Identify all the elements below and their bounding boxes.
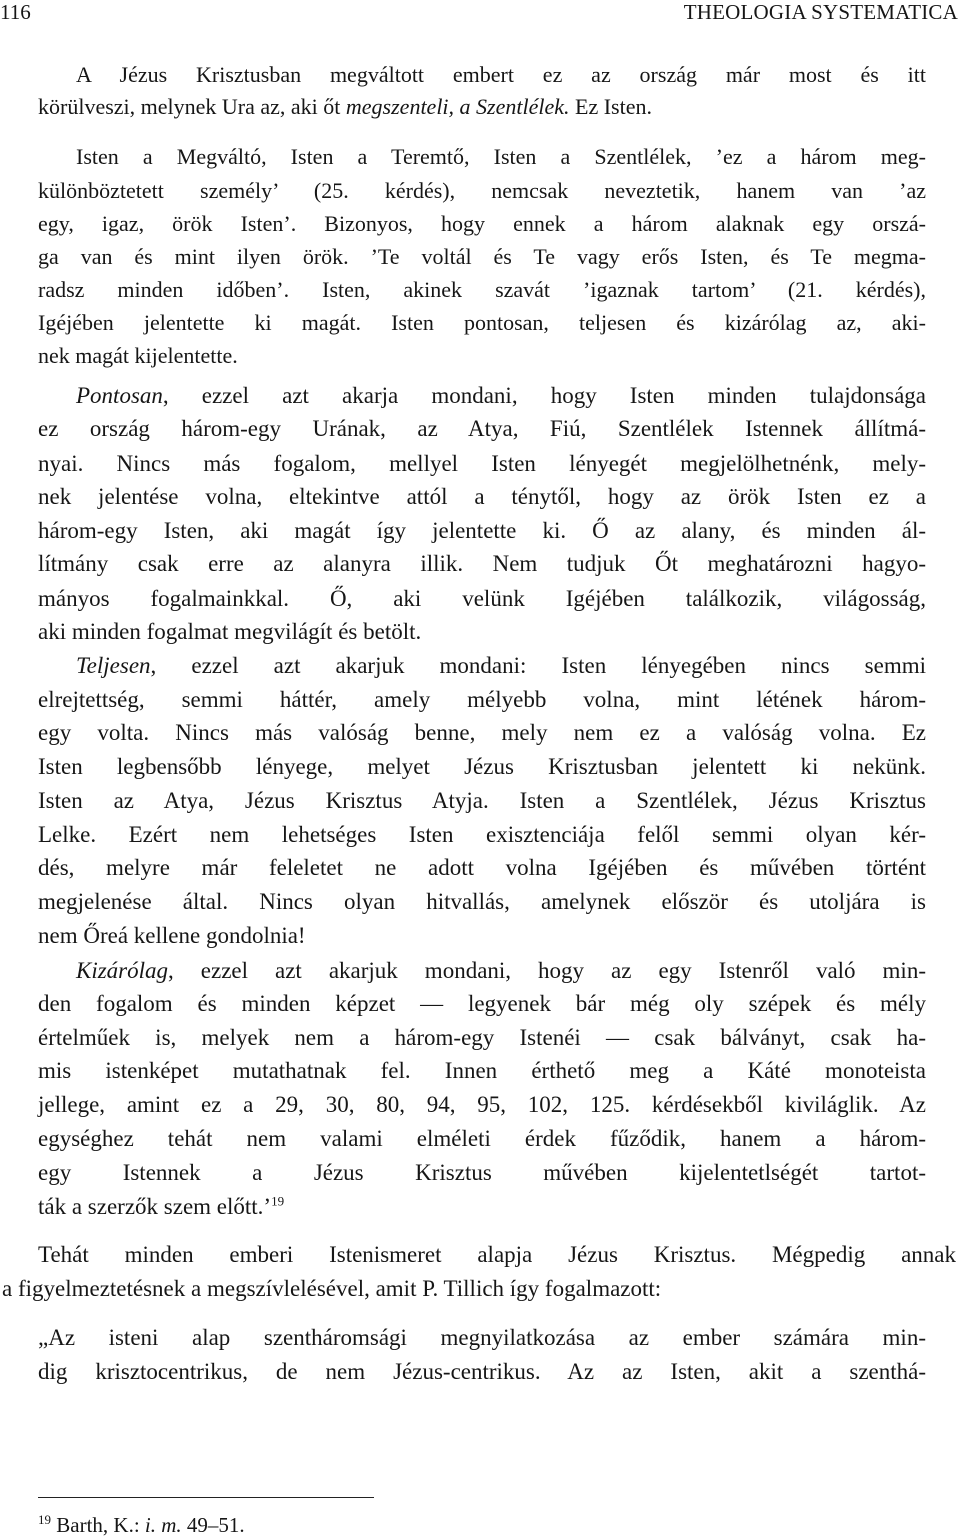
text-line: dés, melyre már feleletet ne adott volna Igéjében és művében történt xyxy=(38,855,926,880)
footnote-divider xyxy=(38,1497,374,1498)
emphasis: Kizárólag xyxy=(76,958,169,983)
text-line: mis istenképet mutathatnak fel. Innen érthető meg a Káté monoteista xyxy=(38,1058,926,1083)
text-line: ez ország három-egy Urának, az Atya, Fiú, Szentlélek Istennek állítmá- xyxy=(38,416,926,441)
text-line: nek magát kijelentette. xyxy=(38,343,238,368)
text-line: Kizárólag, ezzel azt akarjuk mondani, hogy az egy Istenről való min- xyxy=(76,958,926,983)
text-line: mányos fogalmainkkal. Ő, aki velünk Igéjében találkozik, világosság, xyxy=(38,586,926,611)
text-line: Isten legbensőbb lényege, melyet Jézus Krisztusban jelentett ki nekünk. xyxy=(38,754,926,779)
text-line: Teljesen, ezzel azt akarjuk mondani: Isten lényegében nincs semmi xyxy=(76,653,926,678)
quote-text-line: „Az isteni alap szentháromsági megnyilatkozása az ember számára min- xyxy=(38,1325,926,1350)
running-title: THEOLOGIA SYSTEMATICA xyxy=(683,0,958,24)
emphasis: megszenteli, a Szentlélek. xyxy=(345,94,570,119)
text-line: radsz minden időben’. Isten, akinek szavát ’igaznak tartom’ (21. kérdés), xyxy=(38,277,926,302)
text-line: elrejtettség, semmi háttér, amely mélyebb volna, mint létének három- xyxy=(38,687,926,712)
running-header xyxy=(0,0,960,28)
text-line: nem Őreá kellene gondolnia! xyxy=(38,923,306,948)
text-line: Isten az Atya, Jézus Krisztus Atyja. Isten a Szentlélek, Jézus Krisztus xyxy=(38,788,926,813)
emphasis: i. m. xyxy=(144,1513,182,1537)
text-line: különböztetett személy’ (25. kérdés), nemcsak neveztetik, hanem van ’az xyxy=(38,178,926,203)
text-line: egy volta. Nincs más valóság benne, mely nem ez a valóság volna. Ez xyxy=(38,720,926,745)
text-line: megjelenése által. Nincs olyan hitvallás, amelynek először és utoljára is xyxy=(38,889,926,914)
text-line: értelműek is, melyek nem a három-egy Istenéi — csak bálványt, csak ha- xyxy=(38,1025,926,1050)
quote-text-line: dig krisztocentrikus, de nem Jézus-centrikus. Az az Isten, akit a szenthá- xyxy=(38,1359,926,1384)
emphasis: Teljesen xyxy=(76,653,151,678)
text-line: aki minden fogalmat megvilágít és betölt. xyxy=(38,619,422,644)
text-line: jellege, amint ez a 29, 30, 80, 94, 95, 102, 125. kérdésekből kiviláglik. Az xyxy=(38,1092,926,1117)
text-line: egy Istennek a Jézus Krisztus művében kijelentetlségét tartot- xyxy=(38,1160,926,1185)
text-line: nyai. Nincs más fogalom, mellyel Isten lényegét megjelölhetnénk, mely- xyxy=(38,451,926,476)
text-line: három-egy Isten, aki magát így jelentette ki. Ő az alany, és minden ál- xyxy=(38,518,926,543)
footnote-number: 19 xyxy=(38,1512,51,1527)
text-line: egy, igaz, örök Isten’. Bizonyos, hogy ennek a három alaknak egy orszá- xyxy=(38,211,926,236)
body-text-line: a figyelmeztetésnek a megszívlelésével, amit P. Tillich így fogalmazott: xyxy=(2,1276,662,1301)
body-text-line: Tehát minden emberi Istenismeret alapja Jézus Krisztus. Mégpedig annak xyxy=(38,1242,956,1267)
text-line: A Jézus Krisztusban megváltott embert ez az ország már most és itt xyxy=(76,62,926,87)
text-line: nek jelentése volna, eltekintve attól a ténytől, hogy az örök Isten ez a xyxy=(38,484,926,509)
text-line: körülveszi, melynek Ura az, aki őt megszenteli, a Szentlélek. Ez Isten. xyxy=(38,94,652,119)
footnote: $^{19}$ Barth, K.: i. m. 49–51. xyxy=(38,1512,245,1537)
text-line: lítmány csak erre az alanyra illik. Nem tudjuk Őt meghatározni hagyo- xyxy=(38,551,926,576)
text-line: den fogalom és minden képzet — legyenek bár még oly szépek és mély xyxy=(38,991,926,1016)
text-line: egységhez tehát nem valami elméleti érdek fűződik, hanem a három- xyxy=(38,1126,926,1151)
text-line: Pontosan, ezzel azt akarja mondani, hogy Isten minden tulajdonsága xyxy=(76,383,926,408)
footnote-reference: 19 xyxy=(271,1193,285,1209)
text-line: Lelke. Ezért nem lehetséges Isten exisztenciája felől semmi olyan kér- xyxy=(38,822,926,847)
text-line: Isten a Megváltó, Isten a Teremtő, Isten a Szentlélek, ’ez a három meg- xyxy=(76,144,926,169)
emphasis: Pontosan xyxy=(76,383,163,408)
text-line: Igéjében jelentette ki magát. Isten pontosan, teljesen és kizárólag az, aki- xyxy=(38,310,926,335)
text-line: ták a szerzők szem előtt.’$^{19}$ xyxy=(38,1193,285,1219)
text-line: ga van és mint ilyen örök. ’Te voltál és Te vagy erős Isten, és Te megma- xyxy=(38,244,926,269)
page-number: 116 xyxy=(0,0,31,24)
